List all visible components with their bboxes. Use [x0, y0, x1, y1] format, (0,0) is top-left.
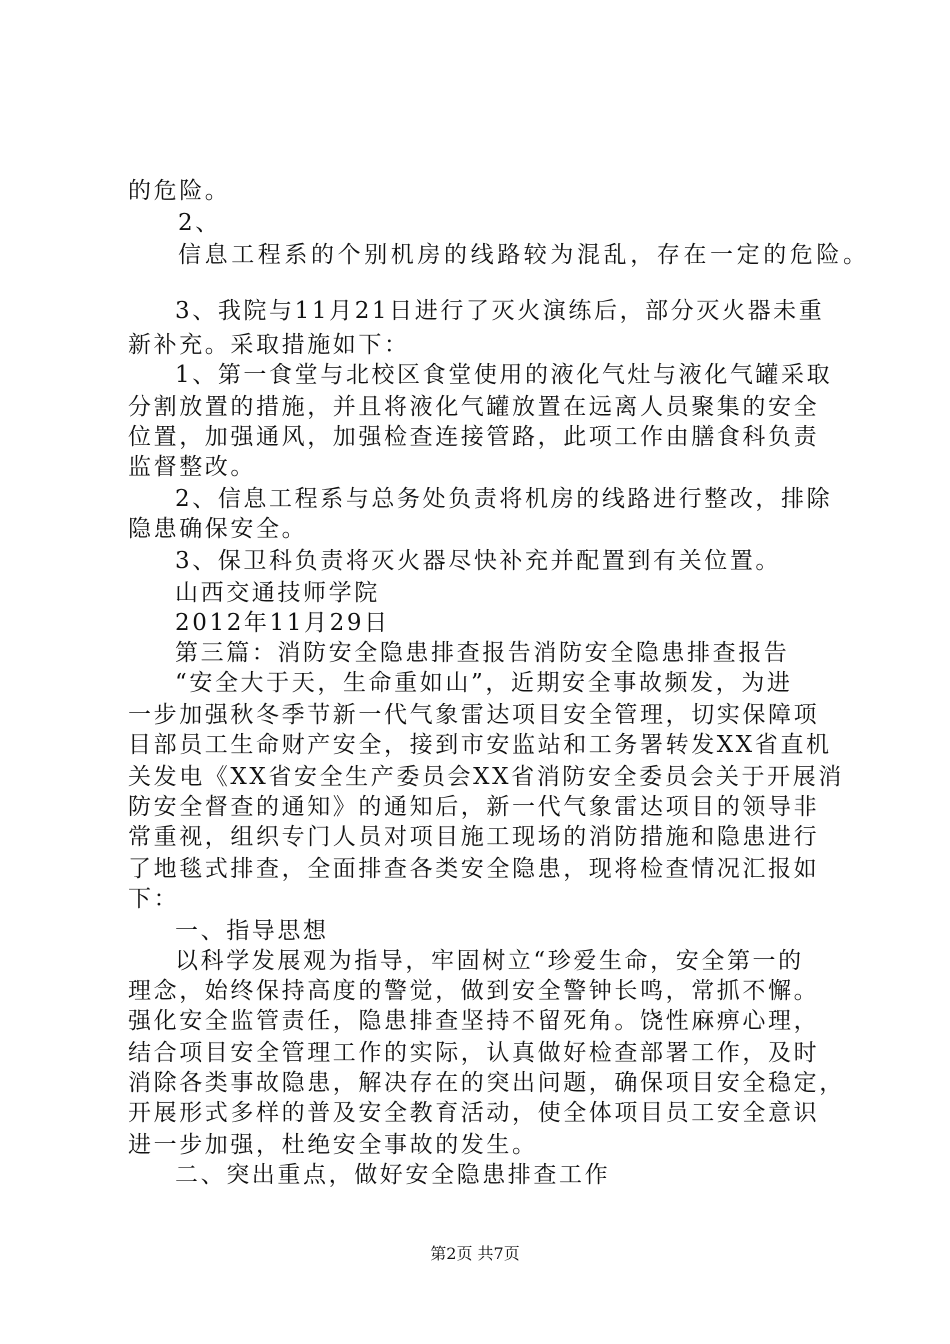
text-line: 一步加强秋冬季节新一代气象雷达项目安全管理，切实保障项 [128, 702, 820, 728]
text-line: 3、我院与11月21日进行了灭火演练后，部分灭火器未重 [175, 298, 825, 324]
text-line: 理念，始终保持高度的警觉，做到安全警钟长鸣，常抓不懈。 [128, 978, 820, 1004]
text-line: 强化安全监管责任，隐患排查坚持不留死角。饶性麻痹心理， [128, 1008, 820, 1034]
text-line: 新补充。采取措施如下： [128, 332, 410, 358]
text-line: 了地毯式排查，全面排查各类安全隐患，现将检查情况汇报如 [128, 856, 820, 882]
text-line: 关发电《XX省安全生产委员会XX省消防安全委员会关于开展消 [128, 764, 844, 790]
text-line: 信息工程系的个别机房的线路较为混乱，存在一定的危险。 [178, 242, 870, 268]
text-line: 3、保卫科负责将灭火器尽快补充并配置到有关位置。 [175, 548, 782, 574]
text-line: 进一步加强，杜绝安全事故的发生。 [128, 1132, 538, 1158]
text-line: 防安全督查的通知》的通知后，新一代气象雷达项目的领导非 [128, 794, 820, 820]
text-line: 位置，加强通风，加强检查连接管路，此项工作由膳食科负责 [128, 424, 820, 450]
text-line: 下： [128, 886, 180, 912]
signature-date: 2012年11月29日 [175, 610, 390, 636]
signature-org: 山西交通技师学院 [175, 580, 380, 606]
section-heading: 二、突出重点，做好安全隐患排查工作 [175, 1162, 611, 1188]
text-line: 隐患确保安全。 [128, 516, 308, 542]
text-line: 分割放置的措施，并且将液化气罐放置在远离人员聚集的安全 [128, 394, 820, 420]
text-line: 结合项目安全管理工作的实际，认真做好检查部署工作，及时 [128, 1040, 820, 1066]
text-line: 开展形式多样的普及安全教育活动，使全体项目员工安全意识 [128, 1100, 820, 1126]
text-line: 目部员工生命财产安全，接到市安监站和工务署转发XX省直机 [128, 732, 832, 758]
text-line: 2、 [178, 210, 221, 236]
section-heading: 一、指导思想 [175, 918, 329, 944]
page-number-footer: 第2页 共7页 [430, 1244, 520, 1263]
text-line: 以科学发展观为指导，牢固树立“珍爱生命，安全第一的 [175, 948, 804, 974]
text-line: 的危险。 [128, 178, 231, 204]
text-line: 监督整改。 [128, 454, 256, 480]
text-line: 2、信息工程系与总务处负责将机房的线路进行整改，排除 [175, 486, 833, 512]
text-line: 常重视，组织专门人员对项目施工现场的消防措施和隐患进行 [128, 824, 820, 850]
section-title: 第三篇：消防安全隐患排查报告消防安全隐患排查报告 [175, 640, 790, 666]
text-line: 消除各类事故隐患，解决存在的突出问题，确保项目安全稳定， [128, 1070, 845, 1096]
text-line: “安全大于天，生命重如山”，近期安全事故频发，为进 [175, 670, 793, 696]
text-line: 1、第一食堂与北校区食堂使用的液化气灶与液化气罐采取 [175, 362, 833, 388]
